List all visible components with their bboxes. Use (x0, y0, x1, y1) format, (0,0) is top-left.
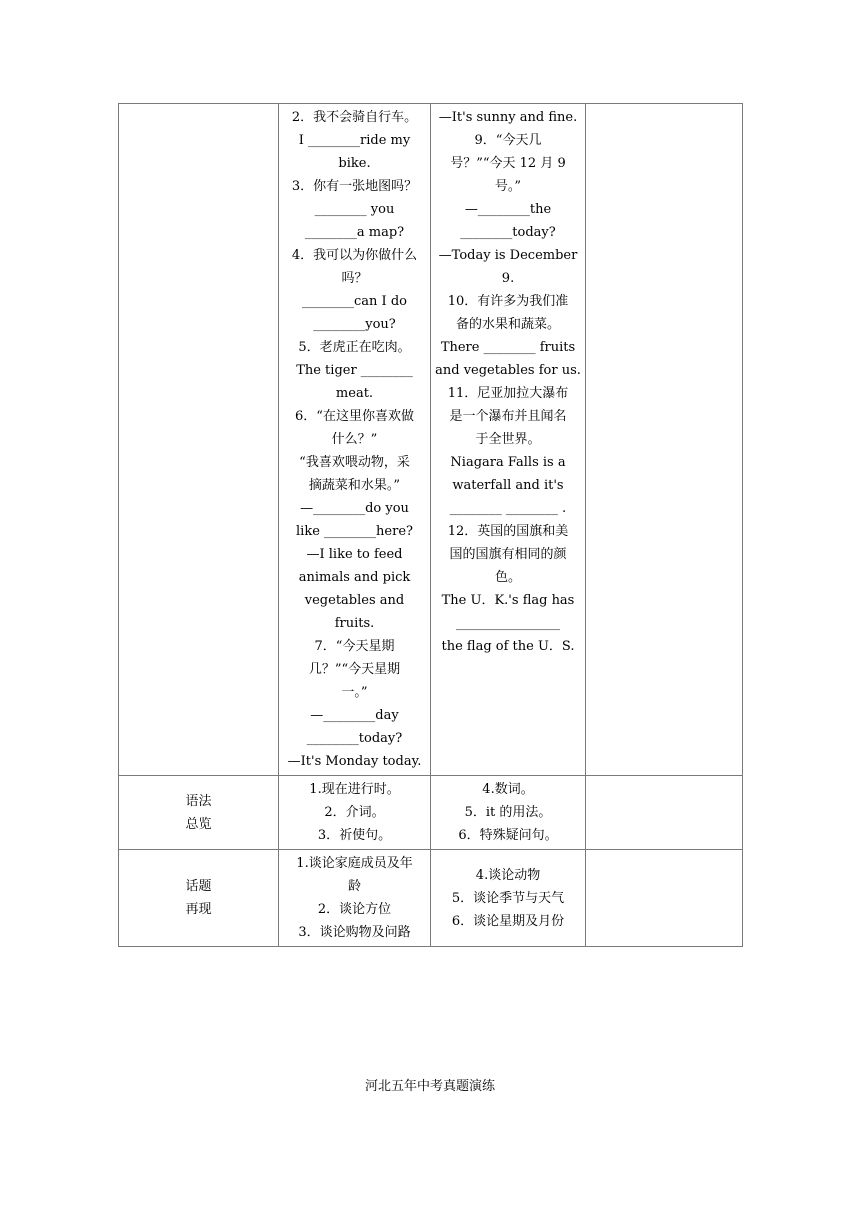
cell-text-line: meat. (335, 386, 374, 401)
cell-text-line: —I like to feed (306, 547, 403, 562)
cell-text-line: 2．介词。 (324, 805, 385, 820)
cell-text-line: 号。” (494, 179, 522, 194)
cell-text-line: 于全世界。 (475, 432, 541, 447)
cell-text-line: 6．特殊疑问句。 (458, 828, 558, 843)
cell-text-line: “我喜欢喂动物，采 (299, 455, 410, 470)
cell-text-line: 5．it 的用法。 (464, 805, 552, 820)
cell-text-line: ________can I do (302, 294, 407, 309)
cell-text-line: —________day (310, 708, 399, 723)
cell-text-line: 4.数词。 (482, 782, 534, 797)
topic-col4-cell (586, 850, 743, 947)
grammar-label-cell (119, 776, 279, 850)
cell-text-line: 5．谈论季节与天气 (451, 890, 565, 906)
cell-text-line: 4.谈论动物 (475, 867, 541, 883)
cell-text-line: 龄 (347, 879, 361, 894)
cell-text-line: I ________ride my (298, 133, 411, 148)
section-title: 河北五年中考真题演练 (364, 1079, 495, 1094)
cell-text-line: 号？”“今天 12 月 9 (450, 156, 566, 171)
cell-text-line: 吗？ (341, 271, 368, 286)
cell-text-line: —________do you (300, 501, 409, 516)
cell-text-line: ________________ (456, 616, 560, 631)
cell-text-line: —It's Monday today. (287, 754, 422, 769)
cell-text-line: 话题 (185, 879, 212, 894)
vocab-label-cell (119, 104, 279, 776)
cell-text-line: 5．老虎正在吃肉。 (298, 340, 411, 355)
cell-text-line: animals and pick (298, 570, 411, 585)
cell-text-line: 一。” (341, 685, 368, 700)
cell-text-line: 2．谈论方位 (317, 902, 392, 917)
cell-text-line: 摘蔬菜和水果。” (308, 478, 401, 493)
cell-text-line: 2．我不会骑自行车。 (291, 110, 418, 125)
cell-text-line: and vegetables for us. (435, 363, 581, 378)
cell-text-line: 3．你有一张地图吗？ (291, 179, 418, 194)
cell-text-line: ________you? (313, 317, 396, 332)
cell-text-line: ________today? (306, 731, 403, 746)
cell-text-line: —________the (464, 202, 552, 217)
cell-text-line: 什么？” (331, 432, 378, 447)
cell-text-line: vegetables and fruits. (304, 593, 405, 631)
cell-text-line: 11．尼亚加拉大瀑布 (447, 386, 569, 401)
cell-text-line: 1.现在进行时。 (309, 782, 400, 797)
cell-text-line: 6．谈论星期及月份 (451, 913, 565, 929)
cell-text-line: 几？”“今天星期 (308, 662, 401, 677)
topic-label-cell (119, 850, 279, 947)
cell-text-line: 语法 (185, 793, 212, 809)
cell-text-line: ________today? (460, 225, 556, 240)
topic-row (119, 850, 743, 947)
vocab-col3-cell (431, 104, 586, 776)
cell-text-line: —Today is December (438, 248, 578, 263)
cell-text-line: 9. (501, 271, 515, 286)
topic-col2-cell (279, 850, 431, 947)
cell-text-line: There ________ fruits (440, 340, 576, 355)
cell-text-line: The U．K.'s flag has (441, 593, 575, 608)
vocab-col2-cell (279, 104, 431, 776)
cell-text-line: 7．“今天星期 (314, 639, 395, 654)
cell-text-line: 3．祈使句。 (317, 828, 392, 843)
review-table (118, 103, 743, 947)
cell-text-line: 总览 (185, 816, 212, 832)
vocab-row (119, 104, 743, 776)
topic-col3-cell (431, 850, 586, 947)
cell-text-line: 再现 (185, 902, 212, 917)
cell-text-line: 色。 (494, 570, 521, 585)
cell-text-line: 是一个瀑布并且闻名 (449, 409, 567, 424)
grammar-row (119, 776, 743, 850)
cell-text-line: ________ ________ . (449, 501, 567, 516)
cell-text-line: The tiger ________ (296, 363, 413, 378)
cell-text-line: 6．“在这里你喜欢做 (295, 409, 414, 424)
grammar-col3-cell (431, 776, 586, 850)
cell-text-line: the flag of the U．S. (441, 639, 575, 654)
cell-text-line: 9．“今天几 (474, 133, 542, 148)
cell-text-line: 10．有许多为我们准 (447, 294, 569, 309)
cell-text-line: 3．谈论购物及问路 (298, 925, 411, 940)
cell-text-line: —It's sunny and fine. (438, 110, 578, 125)
cell-text-line: 国的国旗有相同的颜 (449, 547, 567, 562)
grammar-col2-cell (279, 776, 431, 850)
cell-text-line: ________a map? (304, 225, 405, 240)
cell-text-line: ________ you (314, 202, 395, 217)
cell-text-line: 备的水果和蔬菜。 (455, 317, 560, 332)
cell-text-line: Niagara Falls is a (450, 455, 566, 470)
cell-text-line: bike. (338, 156, 371, 171)
grammar-col4-cell (586, 776, 743, 850)
cell-text-line: 4．我可以为你做什么 (291, 248, 418, 263)
cell-text-line: 12．英国的国旗和美 (447, 524, 569, 539)
vocab-col4-cell (586, 104, 743, 776)
cell-text-line: waterfall and it's (452, 478, 564, 493)
cell-text-line: like ________here? (296, 524, 413, 539)
cell-text-line: 1.谈论家庭成员及年 (296, 856, 413, 871)
